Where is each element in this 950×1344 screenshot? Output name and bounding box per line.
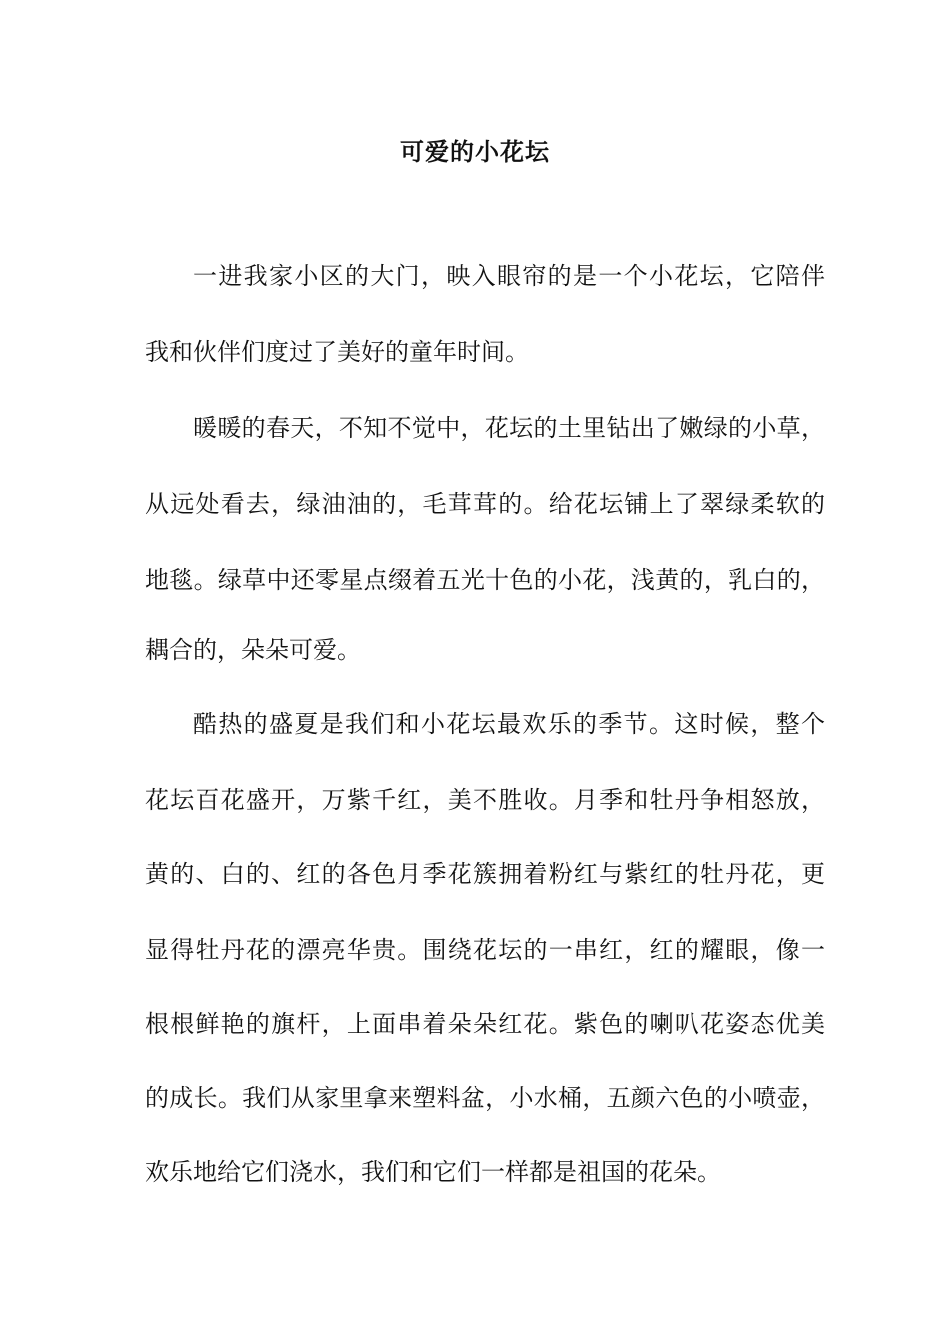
document-title: 可爱的小花坛 (400, 137, 550, 166)
paragraph-2-line-3: 地毯。绿草中还零星点缀着五光十色的小花，浅黄的，乳白的， (145, 566, 825, 594)
paragraph-2-line-4: 耦合的，朵朵可爱。 (145, 636, 361, 664)
paragraph-3-line-2: 花坛百花盛开，万紫千红，美不胜收。月季和牡丹争相怒放， (145, 786, 825, 814)
paragraph-3-line-1: 酷热的盛夏是我们和小花坛最欢乐的季节。这时候，整个 (193, 710, 825, 738)
paragraph-3-line-6: 的成长。我们从家里拿来塑料盆，小水桶，五颜六色的小喷壶， (145, 1084, 825, 1112)
paragraph-2-line-2: 从远处看去，绿油油的，毛茸茸的。给花坛铺上了翠绿柔软的 (145, 490, 825, 518)
paragraph-3-line-5: 根根鲜艳的旗杆，上面串着朵朵红花。紫色的喇叭花姿态优美 (145, 1010, 825, 1038)
paragraph-2-line-1: 暖暖的春天，不知不觉中，花坛的土里钻出了嫩绿的小草， (193, 414, 825, 442)
paragraph-3-line-7: 欢乐地给它们浇水，我们和它们一样都是祖国的花朵。 (145, 1158, 721, 1186)
paragraph-1-line-2: 我和伙伴们度过了美好的童年时间。 (145, 338, 529, 366)
paragraph-1-line-1: 一进我家小区的大门，映入眼帘的是一个小花坛，它陪伴 (193, 262, 825, 290)
paragraph-3-line-4: 显得牡丹花的漂亮华贵。围绕花坛的一串红，红的耀眼，像一 (145, 936, 825, 964)
paragraph-3-line-3: 黄的、白的、红的各色月季花簇拥着粉红与紫红的牡丹花，更 (145, 860, 825, 888)
